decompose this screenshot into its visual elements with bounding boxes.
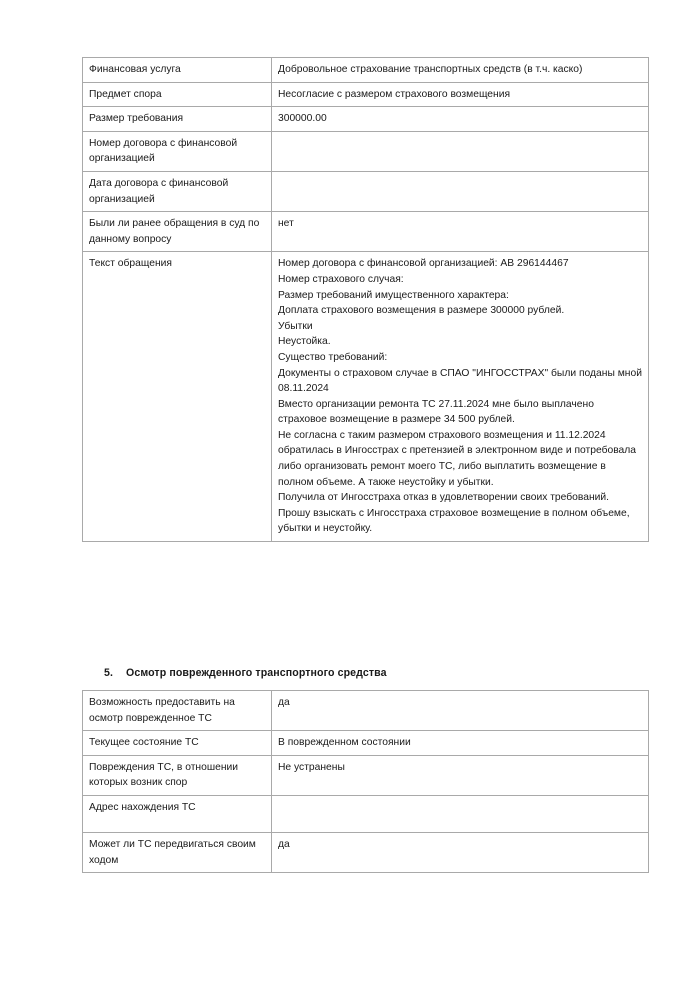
row-value: да <box>272 691 649 731</box>
appeal-text-label: Текст обращения <box>83 252 272 542</box>
appeal-text-line: Убытки <box>278 320 313 332</box>
row-label: Текущее состояние ТС <box>83 731 272 756</box>
appeal-details-table <box>82 57 649 542</box>
row-value <box>272 171 649 211</box>
table-row <box>83 212 649 252</box>
row-label: Может ли ТС передвигаться своим ходом <box>83 832 272 872</box>
section-5-heading <box>104 665 387 681</box>
vehicle-inspection-table <box>82 690 649 873</box>
appeal-text-line: Существо требований: <box>278 351 388 363</box>
row-label: Финансовая услуга <box>83 58 272 83</box>
row-value: нет <box>272 212 649 252</box>
row-value: да <box>272 832 649 872</box>
table-row <box>83 58 649 83</box>
row-value <box>272 131 649 171</box>
table-row <box>83 691 649 731</box>
row-label: Возможность предоставить на осмотр поврежденное ТС <box>83 691 272 731</box>
row-label: Дата договора с финансовой организацией <box>83 171 272 211</box>
table-row <box>83 795 649 832</box>
appeal-text-row <box>83 252 649 542</box>
appeal-text-line: Не согласна с таким размером страхового возмещения и 11.12.2024 обратилась в Ингосстрах с претензией в электронном виде и потребовала либо организовать ремонт моего ТС, либо выплатить возмещение в полном объеме. А также неустойку и убытки. <box>278 429 637 488</box>
appeal-text-line: Получила от Ингосстраха отказ в удовлетворении своих требований. <box>278 492 610 504</box>
appeal-text-line: Размер требований имущественного характера: <box>278 289 509 301</box>
row-label: Номер договора с финансовой организацией <box>83 131 272 171</box>
section-title: Осмотр поврежденного транспортного средства <box>126 667 387 679</box>
row-label: Повреждения ТС, в отношении которых возник спор <box>83 755 272 795</box>
table-row <box>83 82 649 107</box>
row-value: Добровольное страхование транспортных средств (в т.ч. каско) <box>272 58 649 83</box>
row-value: В поврежденном состоянии <box>272 731 649 756</box>
table-row <box>83 755 649 795</box>
row-value <box>272 795 649 832</box>
table-row <box>83 171 649 211</box>
row-label: Размер требования <box>83 107 272 132</box>
table-row <box>83 731 649 756</box>
row-label: Предмет спора <box>83 82 272 107</box>
appeal-text-line: Документы о страховом случае в СПАО "ИНГОССТРАХ" были поданы мной 08.11.2024 <box>278 367 642 395</box>
table-row <box>83 131 649 171</box>
appeal-text-line: Прошу взыскать с Ингосстраха страховое возмещение в полном объеме, убытки и неустойку. <box>278 507 630 535</box>
appeal-text-line: Номер договора с финансовой организацией: АВ 296144467 <box>278 258 569 270</box>
appeal-text-line: Вместо организации ремонта ТС 27.11.2024 мне было выплачено страховое возмещение в размере 34 500 рублей. <box>278 398 594 426</box>
table-row <box>83 832 649 872</box>
appeal-text-line: Неустойка. <box>278 336 331 348</box>
row-value: Не устранены <box>272 755 649 795</box>
row-label: Были ли ранее обращения в суд по данному вопросу <box>83 212 272 252</box>
row-value: Несогласие с размером страхового возмещения <box>272 82 649 107</box>
appeal-text-line: Доплата страхового возмещения в размере 300000 рублей. <box>278 305 565 317</box>
appeal-text-value <box>272 252 649 542</box>
section-number: 5. <box>104 667 114 679</box>
table-row <box>83 107 649 132</box>
appeal-text-line: Номер страхового случая: <box>278 273 404 285</box>
row-value: 300000.00 <box>272 107 649 132</box>
row-label: Адрес нахождения ТС <box>83 795 272 832</box>
